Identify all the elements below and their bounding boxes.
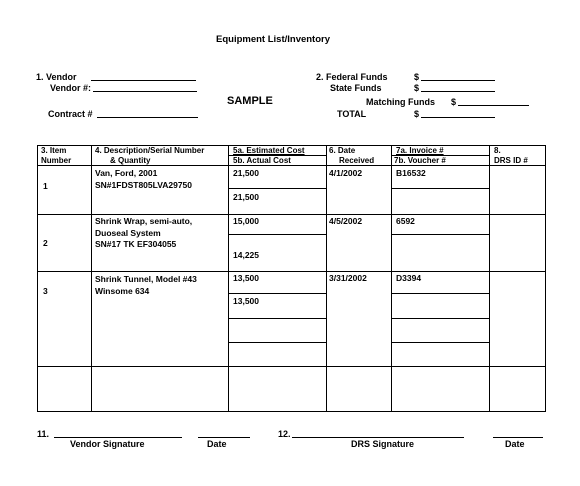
invoice-subdivider [391,293,489,294]
invoice-subdivider [391,188,489,189]
header-description-line2: & Quantity [110,155,151,165]
vendor-date-label: Date [207,439,227,449]
drs-date-label: Date [505,439,525,449]
cost-subdivider [228,342,326,343]
row3-est-cost: 13,500 [233,273,259,283]
row1-desc-line2: SN#1FDST805LVA29750 [95,180,193,190]
total-dollar: $ [414,109,420,119]
row3-desc-line2: Winsome 634 [95,286,150,296]
drs-date-line[interactable] [493,437,543,438]
contract-input-line[interactable] [97,117,198,118]
row-divider [38,366,545,367]
row3-actual-cost: 13,500 [233,296,259,306]
row2-date: 4/5/2002 [329,216,363,226]
row2-item: 2 [43,238,48,248]
header-estimated-cost: 5a. Estimated Cost [233,146,305,155]
federal-funds-input-line[interactable] [421,80,495,81]
header-date-line1: 6. Date [329,146,356,155]
header-invoice: 7a. Invoice # [396,146,444,155]
header-actual-cost: 5b. Actual Cost [233,155,291,165]
row-divider [38,214,545,215]
row2-desc-line2: Duoseal System [95,227,161,238]
header-voucher: 7b. Voucher # [394,155,446,165]
col-divider [228,146,229,411]
header-description-line1: 4. Description/Serial Number [95,146,205,155]
state-funds-input-line[interactable] [421,91,495,92]
equipment-table [37,145,546,412]
col-divider [91,146,92,411]
col-divider [489,146,490,411]
row2-description [95,216,192,251]
row2-actual-cost: 14,225 [233,250,259,260]
header-drs-id [494,146,528,165]
vendor-input-line[interactable] [91,80,196,81]
row3-item: 3 [43,286,48,296]
col-divider [326,146,327,411]
drs-signature-line[interactable] [292,437,464,438]
sample-watermark: SAMPLE [227,95,273,107]
row1-desc-line1: Van, Ford, 2001 [95,168,158,178]
row1-date: 4/1/2002 [329,168,363,178]
invoice-subdivider [391,342,489,343]
matching-funds-input-line[interactable] [458,105,529,106]
signature-number-12: 12. [278,429,291,439]
matching-funds-dollar: $ [451,97,457,107]
cost-subdivider [228,188,326,189]
header-item-line2: Number [41,155,72,165]
header-date-received [329,146,374,165]
state-funds-dollar: $ [414,83,420,93]
vendor-signature-label: Vendor Signature [70,439,145,449]
federal-funds-dollar: $ [414,72,420,82]
row2-est-cost: 15,000 [233,216,259,226]
cost-subdivider [228,234,326,235]
cost-subdivider [228,293,326,294]
vendor-label: 1. Vendor [36,72,77,82]
invoice-subdivider [391,318,489,319]
header-divider [38,165,545,166]
cost-subdivider [228,318,326,319]
total-label: TOTAL [337,109,367,119]
vendor-number-label: Vendor #: [50,83,92,93]
state-funds-label: State Funds [330,83,382,93]
vendor-date-line[interactable] [198,437,250,438]
total-input-line[interactable] [421,117,495,118]
row3-invoice: D3394 [396,273,422,283]
col-divider [391,146,392,411]
federal-funds-label: 2. Federal Funds [316,72,388,82]
row3-desc-line1: Shrink Tunnel, Model #43 [95,274,197,284]
vendor-number-input-line[interactable] [93,91,197,92]
header-drs-line2: DRS ID # [494,155,528,165]
contract-label: Contract # [48,109,93,119]
row1-est-cost: 21,500 [233,168,259,178]
row2-invoice: 6592 [396,216,415,226]
row1-item: 1 [43,181,48,191]
row3-date: 3/31/2002 [329,273,367,283]
header-item-number [41,146,71,165]
header-date-line2: Received [339,155,375,165]
row2-desc-line3: SN#17 TK EF304055 [95,239,177,249]
row1-actual-cost: 21,500 [233,192,259,202]
form-title: Equipment List/Inventory [216,34,331,45]
row1-invoice: B16532 [396,168,426,178]
row3-description [95,273,197,297]
row1-description [95,167,192,191]
header-drs-line1: 8. [494,146,501,155]
header-item-line1: 3. Item [41,146,67,155]
row2-desc-line1: Shrink Wrap, semi-auto, [95,216,193,226]
header-description [95,146,204,165]
matching-funds-label: Matching Funds [366,97,435,107]
drs-signature-label: DRS Signature [351,439,415,449]
invoice-subdivider [391,234,489,235]
vendor-signature-line[interactable] [54,437,182,438]
row-divider [38,271,545,272]
signature-number-11: 11. [37,429,50,439]
